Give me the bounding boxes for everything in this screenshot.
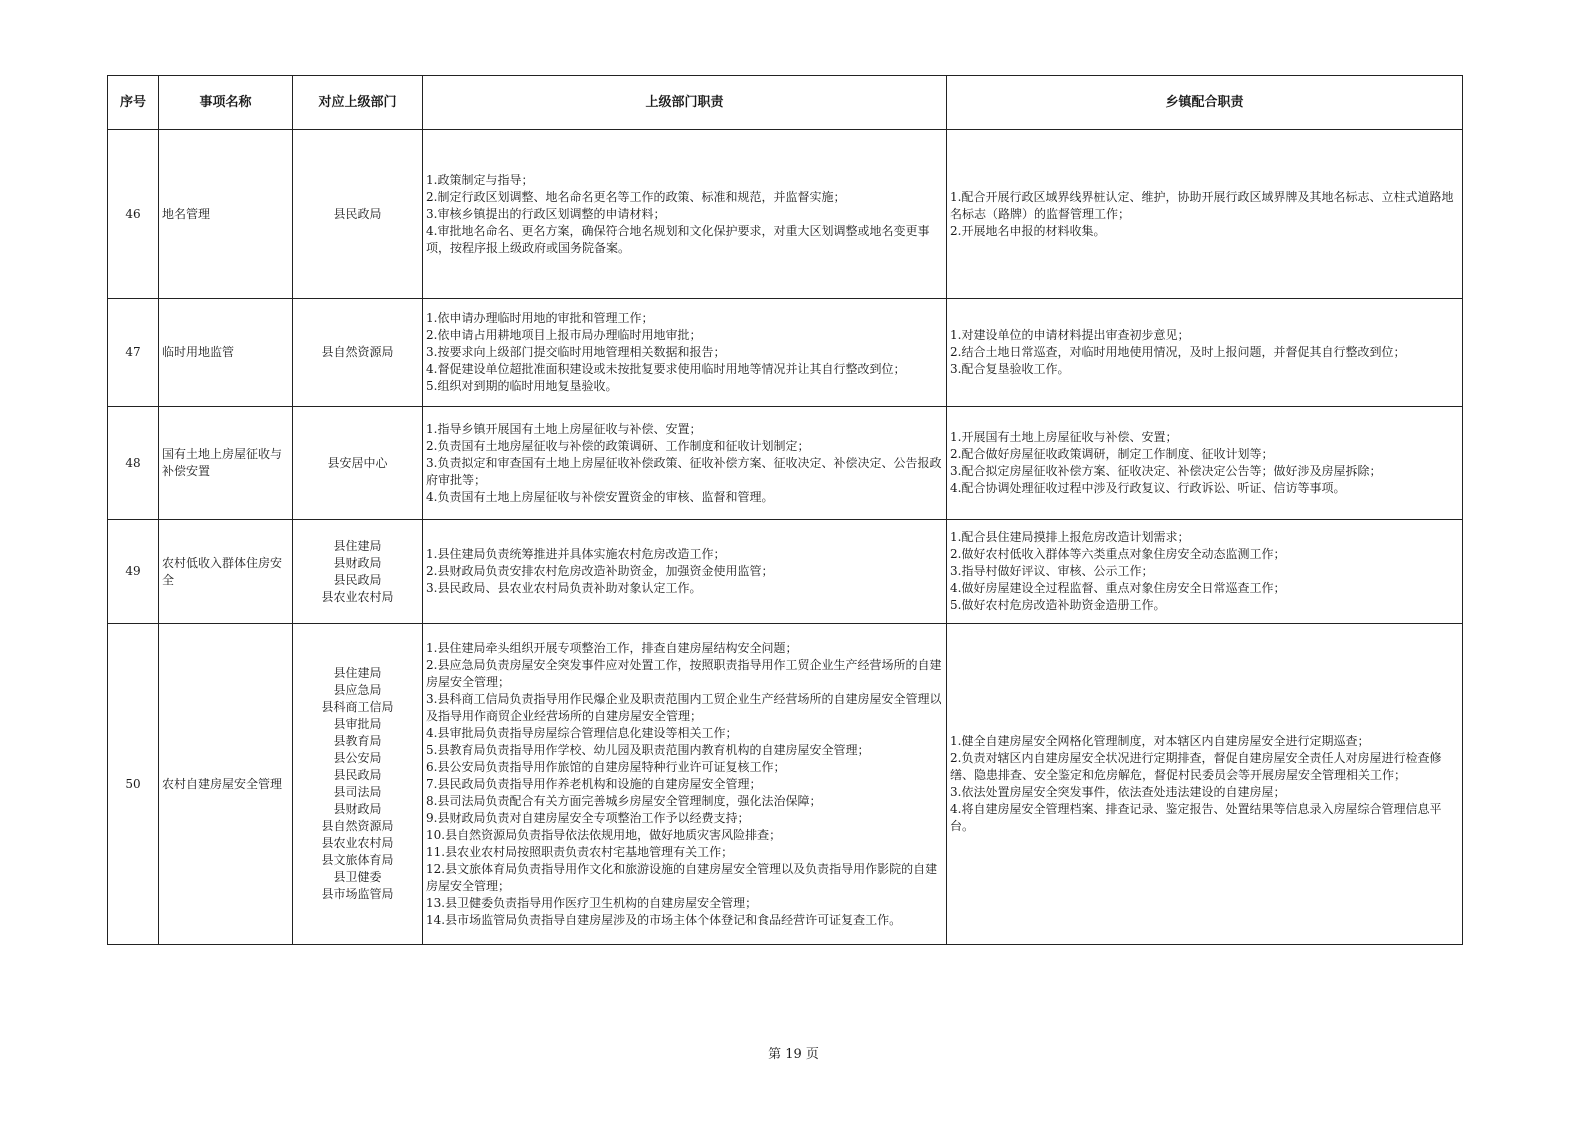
town-duty-line: 2.负责对辖区内自建房屋安全状况进行定期排查，督促自建房屋安全责任人对房屋进行检查修缮、隐患排查、安全鉴定和危房解危，督促村民委员会等开展房屋安全管理相关工作； xyxy=(950,751,1442,782)
dept-name: 县自然资源局 xyxy=(321,345,394,359)
upper-duty-line: 1.县住建局负责统筹推进并具体实施农村危房改造工作； xyxy=(426,547,726,561)
table-row xyxy=(108,299,1463,407)
table-row xyxy=(108,407,1463,520)
cell-town-duty xyxy=(947,130,1463,299)
table-row xyxy=(108,130,1463,299)
dept-name: 县农业农村局 xyxy=(321,836,394,850)
cell-item-name: 农村低收入群体住房安全 xyxy=(159,520,293,624)
upper-duty-line: 2.依申请占用耕地项目上报市局办理临时用地审批； xyxy=(426,328,702,342)
cell-seq: 48 xyxy=(108,407,159,520)
upper-duty-line: 3.负责拟定和审查国有土地上房屋征收补偿政策、征收补偿方案、征收决定、补偿决定、公告报政府审批等； xyxy=(426,455,942,487)
upper-duty-line: 2.县财政局负责安排农村危房改造补助资金，加强资金使用监管； xyxy=(426,564,774,578)
town-duty-line: 1.配合县住建局摸排上报危房改造计划需求； xyxy=(950,530,1190,544)
cell-town-duty xyxy=(947,624,1463,945)
cell-item-name: 国有土地上房屋征收与补偿安置 xyxy=(159,407,293,520)
cell-town-duty xyxy=(947,520,1463,624)
table-row xyxy=(108,624,1463,945)
dept-name: 县科商工信局 xyxy=(321,700,394,714)
town-duty-line: 1.开展国有土地上房屋征收与补偿、安置； xyxy=(950,430,1178,444)
cell-item-name: 临时用地监管 xyxy=(159,299,293,407)
cell-town-duty xyxy=(947,407,1463,520)
town-duty-line: 2.结合土地日常巡查，对临时用地使用情况，及时上报问题，并督促其自行整改到位； xyxy=(950,345,1406,359)
dept-name: 县司法局 xyxy=(333,785,382,799)
upper-duty-line: 14.县市场监管局负责指导自建房屋涉及的市场主体个体登记和食品经营许可证复查工作。 xyxy=(426,912,902,927)
cell-upper-duty xyxy=(423,130,947,299)
dept-name: 县市场监管局 xyxy=(321,887,394,901)
upper-duty-line: 3.县科商工信局负责指导用作民爆企业及职责范围内工贸企业生产经营场所的自建房屋安全管理以及指导用作商贸企业经营场所的自建房屋安全管理； xyxy=(426,691,942,723)
duty-table xyxy=(107,75,1463,945)
cell-dept xyxy=(293,624,423,945)
dept-name: 县财政局 xyxy=(333,555,382,570)
town-duty-line: 2.配合做好房屋征收政策调研，制定工作制度、征收计划等； xyxy=(950,447,1274,461)
dept-name: 县民政局 xyxy=(333,768,382,782)
upper-duty-line: 1.县住建局牵头组织开展专项整治工作，排查自建房屋结构安全问题； xyxy=(426,640,798,655)
upper-duty-line: 6.县公安局负责指导用作旅馆的自建房屋特种行业许可证复核工作； xyxy=(426,759,786,774)
cell-seq: 47 xyxy=(108,299,159,407)
cell-item-name: 地名管理 xyxy=(159,130,293,299)
cell-dept xyxy=(293,299,423,407)
upper-duty-line: 3.按要求向上级部门提交临时用地管理相关数据和报告； xyxy=(426,345,726,359)
upper-duty-line: 2.县应急局负责房屋安全突发事件应对处置工作，按照职责指导用作工贸企业生产经营场所的自建房屋安全管理； xyxy=(426,657,942,689)
upper-duty-line: 1.依申请办理临时用地的审批和管理工作； xyxy=(426,311,654,325)
upper-duty-line: 4.督促建设单位超批准面积建设或未按批复要求使用临时用地等情况并让其自行整改到位； xyxy=(426,362,906,376)
cell-upper-duty xyxy=(423,299,947,407)
town-duty-line: 3.配合复垦验收工作。 xyxy=(950,362,1070,376)
town-duty-line: 5.做好农村危房改造补助资金造册工作。 xyxy=(950,598,1166,612)
upper-duty-line: 3.审核乡镇提出的行政区划调整的申请材料； xyxy=(426,206,666,221)
upper-duty-line: 12.县文旅体育局负责指导用作文化和旅游设施的自建房屋安全管理以及负责指导用作影院的自建房屋安全管理； xyxy=(426,861,938,893)
dept-name: 县住建局 xyxy=(333,538,382,553)
cell-dept xyxy=(293,407,423,520)
upper-duty-line: 2.负责国有土地房屋征收与补偿的政策调研、工作制度和征收计划制定； xyxy=(426,438,810,453)
upper-duty-line: 5.县教育局负责指导用作学校、幼儿园及职责范围内教育机构的自建房屋安全管理； xyxy=(426,742,870,757)
dept-name: 县农业农村局 xyxy=(321,589,394,604)
town-duty-line: 3.配合拟定房屋征收补偿方案、征收决定、补偿决定公告等；做好涉及房屋拆除； xyxy=(950,464,1382,478)
town-duty-line: 4.配合协调处理征收过程中涉及行政复议、行政诉讼、听证、信访等事项。 xyxy=(950,481,1346,495)
upper-duty-line: 4.审批地名命名、更名方案，确保符合地名规划和文化保护要求，对重大区划调整或地名变更事项，按程序报上级政府或国务院备案。 xyxy=(426,223,930,255)
dept-name: 县民政局 xyxy=(333,206,382,221)
cell-seq: 49 xyxy=(108,520,159,624)
dept-name: 县自然资源局 xyxy=(321,819,394,833)
cell-town-duty xyxy=(947,299,1463,407)
upper-duty-line: 2.制定行政区划调整、地名命名更名等工作的政策、标准和规范，并监督实施； xyxy=(426,189,846,204)
header-dept: 对应上级部门 xyxy=(293,76,423,130)
upper-duty-line: 10.县自然资源局负责指导依法依规用地，做好地质灾害风险排查； xyxy=(426,827,782,842)
cell-item-name: 农村自建房屋安全管理 xyxy=(159,624,293,945)
upper-duty-line: 8.县司法局负责配合有关方面完善城乡房屋安全管理制度，强化法治保障； xyxy=(426,793,822,808)
town-duty-line: 3.依法处置房屋安全突发事件，依法查处违法建设的自建房屋； xyxy=(950,785,1286,799)
dept-name: 县教育局 xyxy=(333,734,382,748)
upper-duty-line: 3.县民政局、县农业农村局负责补助对象认定工作。 xyxy=(426,581,702,595)
upper-duty-line: 11.县农业农村局按照职责负责农村宅基地管理有关工作； xyxy=(426,844,734,859)
upper-duty-line: 1.指导乡镇开展国有土地上房屋征收与补偿、安置； xyxy=(426,421,702,436)
upper-duty-line: 4.县审批局负责指导房屋综合管理信息化建设等相关工作； xyxy=(426,725,738,740)
cell-upper-duty xyxy=(423,520,947,624)
dept-name: 县文旅体育局 xyxy=(321,853,394,867)
cell-seq: 50 xyxy=(108,624,159,945)
dept-name: 县民政局 xyxy=(333,572,382,587)
upper-duty-line: 9.县财政局负责对自建房屋安全专项整治工作予以经费支持； xyxy=(426,810,750,825)
header-row xyxy=(108,76,1463,130)
dept-name: 县住建局 xyxy=(333,666,382,680)
header-item-name: 事项名称 xyxy=(159,76,293,130)
town-duty-line: 4.做好房屋建设全过程监督、重点对象住房安全日常巡查工作； xyxy=(950,581,1286,595)
header-seq: 序号 xyxy=(108,76,159,130)
upper-duty-line: 5.组织对到期的临时用地复垦验收。 xyxy=(426,379,618,393)
upper-duty-line: 1.政策制定与指导； xyxy=(426,172,534,187)
town-duty-line: 1.配合开展行政区域界线界桩认定、维护，协助开展行政区域界牌及其地名标志、立柱式道路地名标志（路牌）的监督管理工作； xyxy=(950,189,1454,221)
table-row xyxy=(108,520,1463,624)
upper-duty-line: 7.县民政局负责指导用作养老机构和设施的自建房屋安全管理； xyxy=(426,776,762,791)
dept-name: 县公安局 xyxy=(333,751,382,765)
cell-upper-duty xyxy=(423,624,947,945)
dept-name: 县审批局 xyxy=(333,717,382,731)
dept-name: 县安居中心 xyxy=(327,455,388,470)
cell-seq: 46 xyxy=(108,130,159,299)
upper-duty-line: 13.县卫健委负责指导用作医疗卫生机构的自建房屋安全管理； xyxy=(426,895,758,910)
dept-name: 县应急局 xyxy=(333,683,382,697)
town-duty-line: 2.做好农村低收入群体等六类重点对象住房安全动态监测工作； xyxy=(950,547,1286,561)
cell-upper-duty xyxy=(423,407,947,520)
town-duty-line: 1.健全自建房屋安全网格化管理制度，对本辖区内自建房屋安全进行定期巡查； xyxy=(950,734,1370,748)
header-upper-duty: 上级部门职责 xyxy=(423,76,947,130)
town-duty-line: 2.开展地名申报的材料收集。 xyxy=(950,223,1106,238)
cell-dept xyxy=(293,130,423,299)
header-town-duty: 乡镇配合职责 xyxy=(947,76,1463,130)
page-number: 第 19 页 xyxy=(768,1047,819,1062)
upper-duty-line: 4.负责国有土地上房屋征收与补偿安置资金的审核、监督和管理。 xyxy=(426,489,774,504)
town-duty-line: 1.对建设单位的申请材料提出审查初步意见； xyxy=(950,328,1190,342)
cell-dept xyxy=(293,520,423,624)
town-duty-line: 3.指导村做好评议、审核、公示工作； xyxy=(950,564,1154,578)
dept-name: 县卫健委 xyxy=(333,870,382,884)
town-duty-line: 4.将自建房屋安全管理档案、排查记录、鉴定报告、处置结果等信息录入房屋综合管理信息平台。 xyxy=(950,802,1442,833)
dept-name: 县财政局 xyxy=(333,802,382,816)
